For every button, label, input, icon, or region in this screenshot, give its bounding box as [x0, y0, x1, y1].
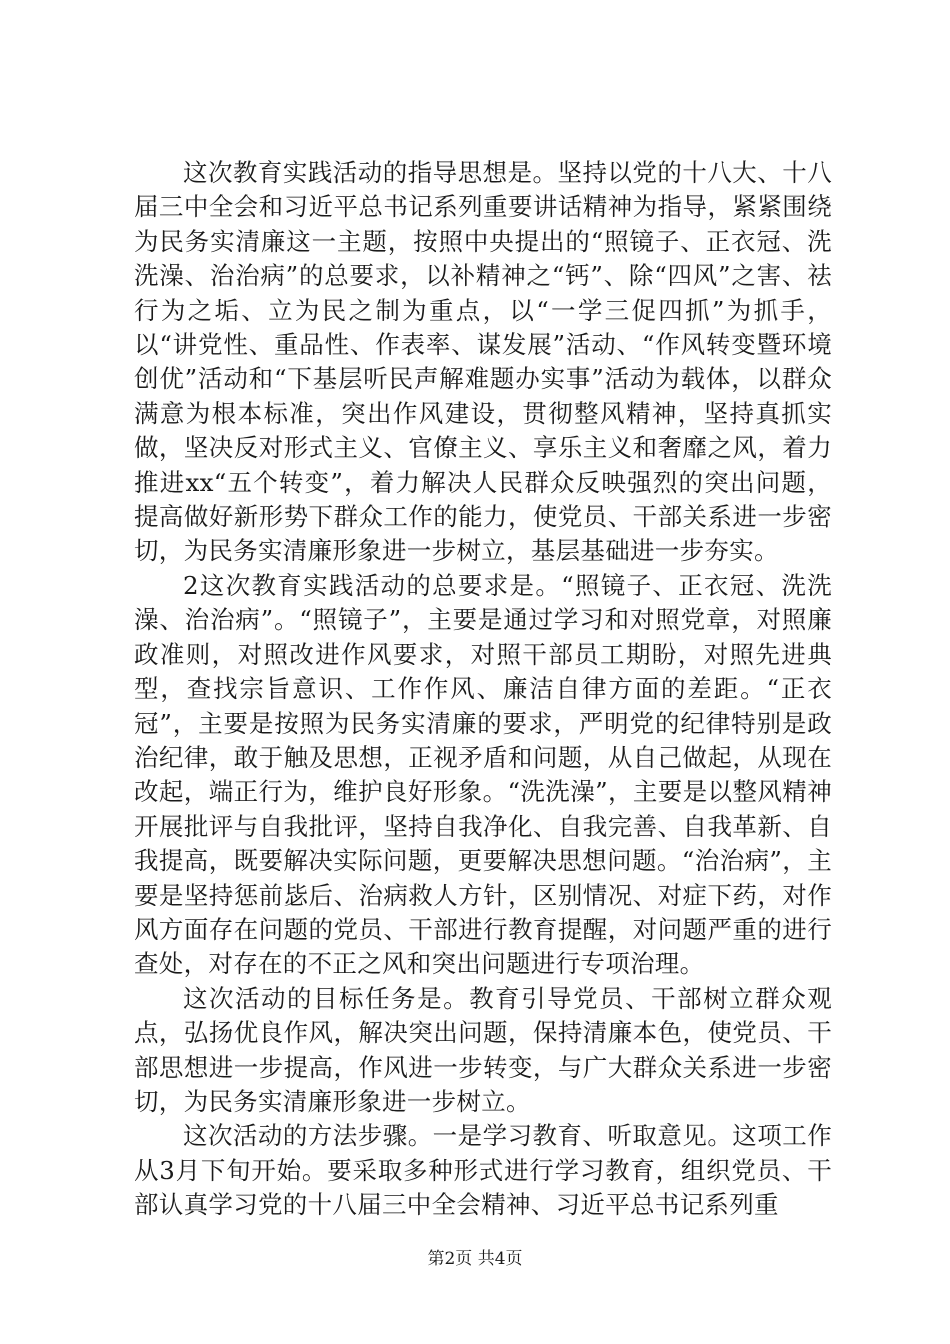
paragraph-methods-steps: 这次活动的方法步骤。一是学习教育、听取意见。这项工作从3月下旬开始。要采取多种形式进行学习教育，组织党员、干部认真学习党的十八届三中全会精神、习近平总书记系列重	[134, 1121, 833, 1220]
document-body	[134, 156, 832, 1223]
page-number-footer: 第2页 共4页	[427, 1249, 523, 1269]
paragraph-goals-tasks: 这次活动的目标任务是。教育引导党员、干部树立群众观点，弘扬优良作风，解决突出问题，保持清廉本色，使党员、干部思想进一步提高，作风进一步转变，与广大群众关系进一步密切，为民务实清廉形象进一步树立。	[134, 983, 832, 1116]
paragraph-guiding-thought: 这次教育实践活动的指导思想是。坚持以党的十八大、十八届三中全会和习近平总书记系列重要讲话精神为指导，紧紧围绕为民务实清廉这一主题，按照中央提出的“照镜子、正衣冠、洗洗澡、治治病”的总要求，以补精神之“钙”、除“四风”之害、祛行为之垢、立为民之制为重点，以“一学三促四抓”为抓手，以“讲党性、重品性、作表率、谋发展”活动、“作风转变暨环境创优”活动和“下基层听民声解难题办实事”活动为载体，以群众满意为根本标准，突出作风建设，贯彻整风精神，坚持真抓实做，坚决反对形式主义、官僚主义、享乐主义和奢靡之风，着力推进xx“五个转变”，着力解决人民群众反映强烈的突出问题，提高做好新形势下群众工作的能力，使党员、干部关系进一步密切，为民务实清廉形象进一步树立，基层基础进一步夯实。	[134, 158, 832, 566]
paragraph-general-requirements: 2这次教育实践活动的总要求是。“照镜子、正衣冠、洗洗澡、治治病”。“照镜子”，主要是通过学习和对照党章，对照廉政准则，对照改进作风要求，对照干部员工期盼，对照先进典型，查找宗旨意识、工作作风、廉洁自律方面的差距。“正衣冠”，主要是按照为民务实清廉的要求，严明党的纪律特别是政治纪律，敢于触及思想，正视矛盾和问题，从自己做起，从现在改起，端正行为，维护良好形象。“洗洗澡”，主要是以整风精神开展批评与自我批评，坚持自我净化、自我完善、自我革新、自我提高，既要解决实际问题，更要解决思想问题。“治治病”，主要是坚持惩前毖后、治病救人方针，区别情况、对症下药，对作风方面存在问题的党员、干部进行教育提醒，对问题严重的进行查处，对存在的不正之风和突出问题进行专项治理。	[134, 570, 833, 979]
